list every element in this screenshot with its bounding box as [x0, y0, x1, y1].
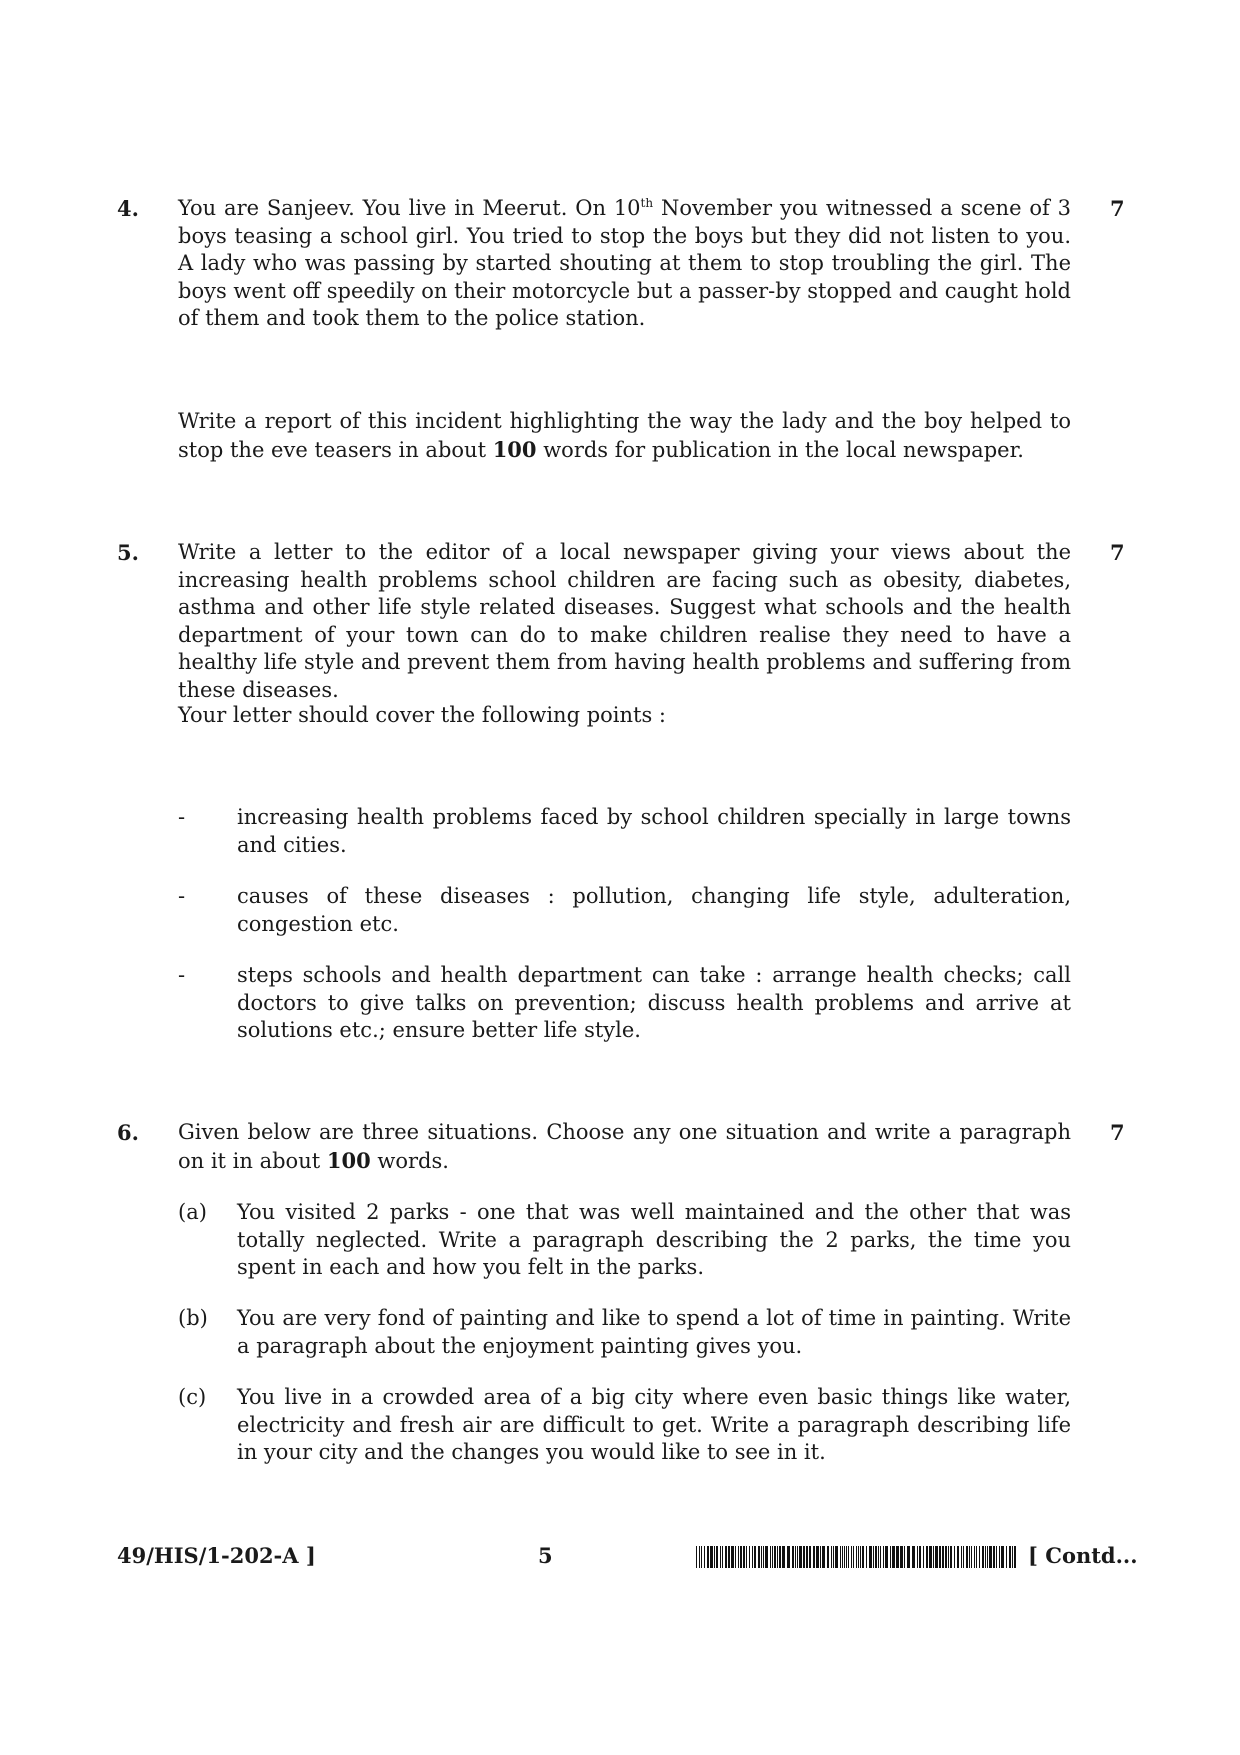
barcode-bar: [860, 1546, 861, 1568]
barcode-bar: [999, 1546, 1000, 1568]
paper-code: 49/HIS/1-202-A ]: [117, 1543, 316, 1568]
question-marks: 7: [1110, 196, 1125, 221]
barcode-bar: [725, 1546, 727, 1568]
barcode-bar: [1006, 1546, 1007, 1568]
barcode-bar: [770, 1546, 771, 1568]
barcode-bar: [831, 1546, 832, 1568]
barcode-bar: [900, 1546, 903, 1568]
barcode-bar: [971, 1546, 972, 1568]
barcode-bar: [923, 1546, 924, 1568]
continued-label: [ Contd...: [1028, 1543, 1138, 1568]
point-text: steps schools and health department can take : arrange health checks; call doctors to give talks on prevention; discuss health problems and arrive at solutions etc.; ensure better life style.: [237, 963, 1071, 1042]
barcode-bar: [878, 1546, 879, 1568]
barcode-bar: [896, 1546, 899, 1568]
barcode-bar: [763, 1546, 764, 1568]
barcode-bar: [822, 1546, 825, 1568]
barcode-bar: [948, 1546, 949, 1568]
barcode-bar: [987, 1546, 988, 1568]
page-number: 5: [538, 1543, 553, 1568]
barcode-bar: [848, 1546, 849, 1568]
barcode-bar: [696, 1546, 697, 1568]
barcode-bar: [701, 1546, 702, 1568]
barcode-bar: [833, 1546, 834, 1568]
barcode-bar: [1001, 1546, 1004, 1568]
barcode-bar: [777, 1546, 778, 1568]
barcode-bar: [772, 1546, 773, 1568]
barcode-bar: [846, 1546, 847, 1568]
barcode-bar: [890, 1546, 891, 1568]
barcode-bar: [787, 1546, 790, 1568]
barcode-bar: [699, 1546, 700, 1568]
barcode-bar: [912, 1546, 915, 1568]
question-number: 6.: [117, 1120, 139, 1145]
barcode-bar: [758, 1546, 760, 1568]
question-text: Write a letter to the editor of a local newspaper giving your views about the increasing health problems school children are facing such as obesity, diabetes, asthma and other life style related diseases. Suggest what schools and the health department of your town can do to make children realise they need to have a healthy life style and prevent them from having health problems and suffering from these diseases.: [178, 540, 1071, 702]
barcode-bar: [795, 1546, 796, 1568]
barcode-bar: [728, 1546, 730, 1568]
bullet-marker: -: [178, 884, 186, 908]
barcode-bar: [738, 1546, 739, 1568]
barcode-bar: [979, 1546, 980, 1568]
barcode-bar: [827, 1546, 829, 1568]
barcode-bar: [883, 1546, 884, 1568]
barcode-bar: [774, 1546, 776, 1568]
barcode-bar: [779, 1546, 781, 1568]
barcode-bar: [945, 1546, 947, 1568]
barcode-bar: [929, 1546, 932, 1568]
barcode-bar: [919, 1546, 921, 1568]
barcode-bar: [710, 1546, 713, 1568]
option-text: You live in a crowded area of a big city where even basic things like water, electricity and fresh air are difficult to get. Write a paragraph describing life in your city and the changes you would like to see in it.: [237, 1385, 1071, 1464]
barcode-bar: [720, 1546, 721, 1568]
barcode-bar: [907, 1546, 910, 1568]
barcode-bar: [961, 1546, 962, 1568]
question-number: 5.: [117, 540, 139, 565]
barcode-bar: [935, 1546, 938, 1568]
barcode-bar: [752, 1546, 753, 1568]
barcode-bar: [862, 1546, 864, 1568]
option-text: You are very fond of painting and like to spend a lot of time in painting. Write a paragraph about the enjoyment painting gives you.: [237, 1306, 1071, 1358]
barcode-bar: [797, 1546, 798, 1568]
barcode-bar: [820, 1546, 821, 1568]
barcode-bar: [954, 1546, 955, 1568]
barcode-bar: [866, 1546, 867, 1568]
barcode-bar: [740, 1546, 742, 1568]
barcode-bar: [875, 1546, 877, 1568]
barcode-bar: [835, 1546, 838, 1568]
barcode-bar: [933, 1546, 934, 1568]
barcode-bar: [716, 1546, 718, 1568]
barcode-bar: [707, 1546, 709, 1568]
barcode-bar: [985, 1546, 986, 1568]
barcode-bar: [735, 1546, 736, 1568]
barcode-bar: [754, 1546, 756, 1568]
question-text: Given below are three situations. Choose any one situation and write a paragraph on it in about 100 words.: [178, 1120, 1071, 1173]
barcode-bar: [942, 1546, 944, 1568]
barcode-bar: [996, 1546, 997, 1568]
option-label: (b): [178, 1306, 208, 1330]
barcode-bar: [892, 1546, 895, 1568]
barcode-icon: [696, 1546, 1018, 1568]
bullet-marker: -: [178, 963, 186, 987]
barcode-bar: [792, 1546, 794, 1568]
barcode-bar: [950, 1546, 952, 1568]
barcode-bar: [731, 1546, 734, 1568]
option-label: (c): [178, 1385, 207, 1409]
barcode-bar: [976, 1546, 977, 1568]
option-text: You visited 2 parks - one that was well maintained and the other that was totally neglected. Write a paragraph describing the 2 parks, the time you spent in each and how you felt in the parks.: [237, 1200, 1071, 1279]
barcode-bar: [803, 1546, 805, 1568]
barcode-bar: [917, 1546, 918, 1568]
barcode-bar: [989, 1546, 992, 1568]
barcode-bar: [873, 1546, 874, 1568]
question-instruction: Your letter should cover the following points :: [178, 703, 666, 727]
barcode-bar: [813, 1546, 815, 1568]
question-instruction: Write a report of this incident highlighting the way the lady and the boy helped to stop the eve teasers in about 100 words for publication in the local newspaper.: [178, 409, 1071, 462]
question-marks: 7: [1110, 1120, 1125, 1145]
barcode-bar: [782, 1546, 785, 1568]
barcode-bar: [809, 1546, 811, 1568]
question-marks: 7: [1110, 540, 1125, 565]
barcode-bar: [853, 1546, 854, 1568]
point-text: causes of these diseases : pollution, changing life style, adulteration, congestion etc.: [237, 884, 1071, 936]
barcode-bar: [904, 1546, 905, 1568]
barcode-bar: [939, 1546, 941, 1568]
barcode-bar: [722, 1546, 723, 1568]
point-text: increasing health problems faced by school children specially in large towns and cities.: [237, 805, 1071, 857]
barcode-bar: [926, 1546, 928, 1568]
barcode-bar: [1014, 1546, 1016, 1568]
barcode-bar: [704, 1546, 705, 1568]
barcode-bar: [842, 1546, 843, 1568]
barcode-bar: [974, 1546, 975, 1568]
barcode-bar: [749, 1546, 750, 1568]
barcode-bar: [806, 1546, 808, 1568]
barcode-bar: [851, 1546, 852, 1568]
barcode-bar: [957, 1546, 959, 1568]
question-number: 4.: [117, 196, 139, 221]
barcode-bar: [816, 1546, 819, 1568]
barcode-bar: [714, 1546, 715, 1568]
barcode-bar: [880, 1546, 881, 1568]
barcode-bar: [982, 1546, 984, 1568]
barcode-bar: [840, 1546, 841, 1568]
barcode-bar: [963, 1546, 964, 1568]
barcode-bar: [856, 1546, 857, 1568]
barcode-bar: [1012, 1546, 1013, 1568]
barcode-bar: [743, 1546, 745, 1568]
barcode-bar: [966, 1546, 968, 1568]
barcode-bar: [746, 1546, 747, 1568]
barcode-bar: [993, 1546, 995, 1568]
barcode-bar: [844, 1546, 845, 1568]
option-label: (a): [178, 1200, 207, 1224]
barcode-bar: [869, 1546, 872, 1568]
barcode-bar: [765, 1546, 768, 1568]
barcode-bar: [799, 1546, 802, 1568]
barcode-bar: [761, 1546, 762, 1568]
barcode-bar: [969, 1546, 970, 1568]
barcode-bar: [885, 1546, 888, 1568]
barcode-bar: [1009, 1546, 1011, 1568]
bullet-marker: -: [178, 805, 186, 829]
page-footer: [0, 1540, 1240, 1572]
question-text: You are Sanjeev. You live in Meerut. On 10th November you witnessed a scene of 3 boys teasing a school girl. You tried to stop the boys but they did not listen to you. A lady who was passing by started shouting at them to stop troubling the girl. The boys went off speedily on their motorcycle but a passer-by stopped and caught hold of them and took them to the police station.: [178, 196, 1071, 330]
barcode-bar: [858, 1546, 859, 1568]
